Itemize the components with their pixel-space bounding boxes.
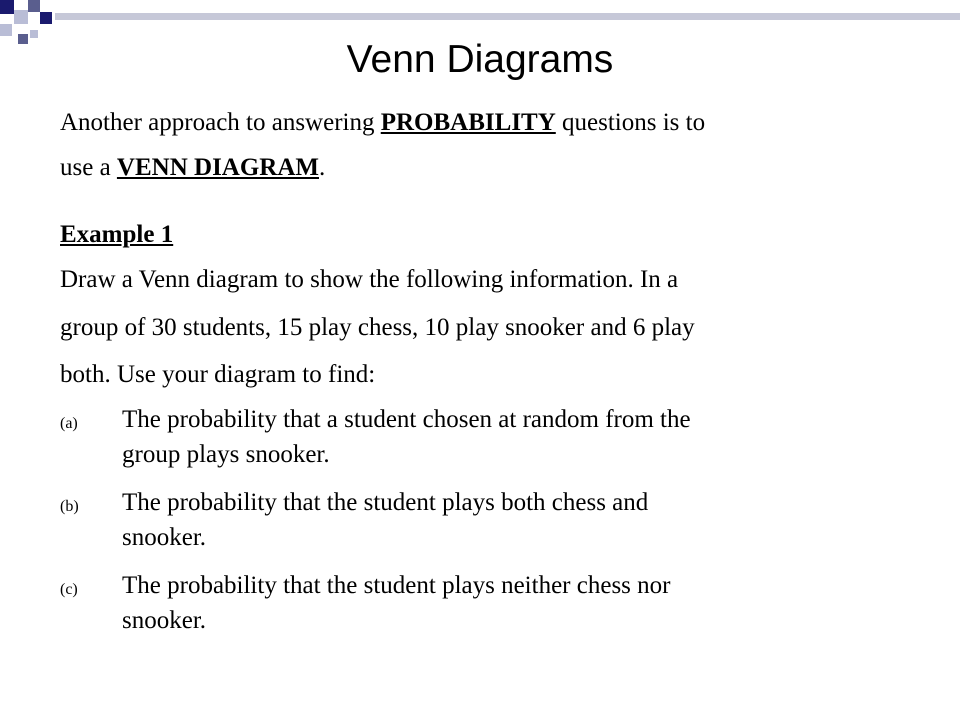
intro-text: Another approach to answering — [60, 109, 381, 136]
intro-text: questions is to — [555, 109, 706, 136]
slide-title: Venn Diagrams — [346, 38, 614, 81]
item-marker: (a) — [60, 415, 78, 432]
intro-line-1 — [60, 108, 705, 138]
intro-text: . — [319, 154, 326, 181]
intro-line-2 — [60, 153, 325, 183]
item-line: snooker. — [122, 524, 207, 551]
item-marker: (b) — [60, 498, 79, 515]
item-line: snooker. — [122, 607, 207, 634]
decor-square — [14, 10, 28, 24]
example-line: both. Use your diagram to find: — [60, 361, 376, 388]
emphasis-venn-diagram: VENN DIAGRAM — [116, 154, 319, 181]
emphasis-probability: PROBABILITY — [380, 109, 556, 136]
example-heading: Example 1 — [60, 221, 174, 248]
decor-square — [0, 24, 12, 36]
item-marker: (c) — [60, 581, 78, 598]
intro-text: use a — [60, 154, 117, 181]
example-line: group of 30 students, 15 play chess, 10 play snooker and 6 play — [60, 314, 695, 341]
example-line: Draw a Venn diagram to show the following information. In a — [60, 266, 679, 293]
decor-square — [28, 0, 40, 12]
item-line: The probability that the student plays neither chess nor — [122, 572, 671, 599]
header-bar — [55, 13, 960, 20]
decor-square — [0, 0, 14, 14]
item-line: The probability that a student chosen at random from the — [122, 406, 691, 433]
decor-square — [40, 12, 52, 24]
item-line: The probability that the student plays both chess and — [122, 489, 649, 516]
item-line: group plays snooker. — [122, 441, 330, 468]
